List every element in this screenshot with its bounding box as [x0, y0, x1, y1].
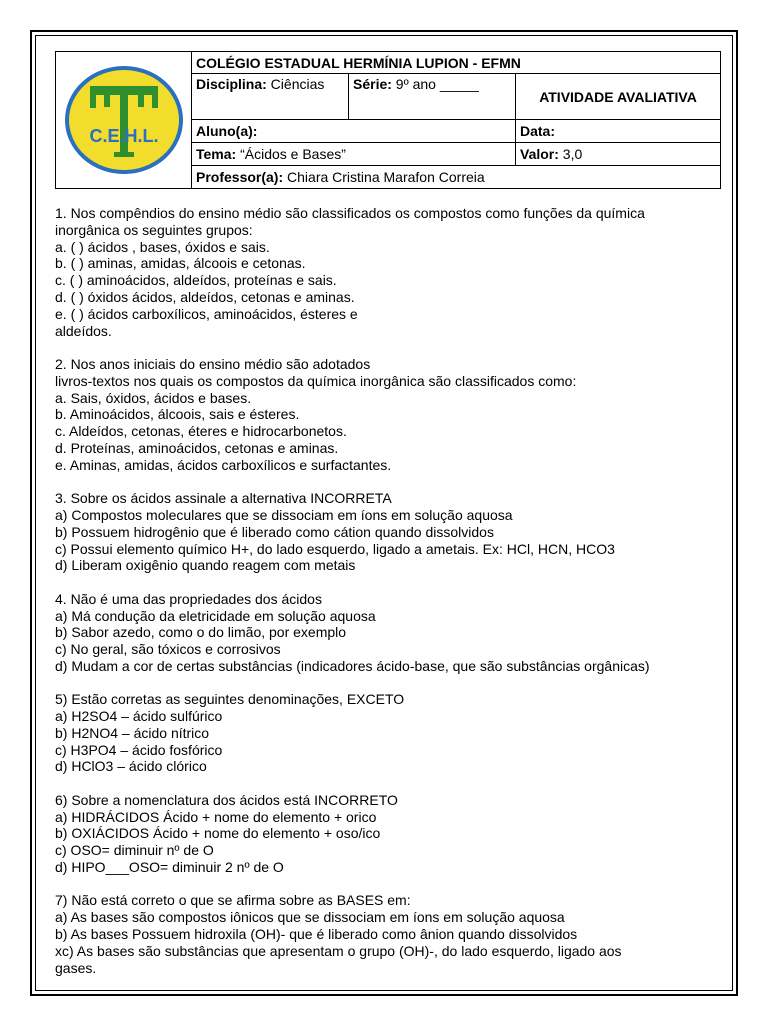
question-7-option: b) As bases Possuem hidroxila (OH)- que é liberado como ânion quando dissolvidos — [55, 926, 578, 943]
question-6-option: d) HIPO___OSO= diminuir 2 nº de O — [55, 859, 284, 876]
question-4-option: a) Má condução da eletricidade em solução aquosa — [55, 607, 376, 624]
activity-type: ATIVIDADE AVALIATIVA — [516, 74, 721, 120]
question-1-line: inorgânica os seguintes grupos: — [55, 221, 253, 238]
question-block-3 — [55, 490, 725, 574]
question-2-line: livros-textos nos quais os compostos da química inorgânica são classificados como: — [55, 372, 577, 389]
question-6-option: c) OSO= diminuir nº de O — [55, 842, 214, 859]
valor-label: Valor: — [520, 146, 559, 162]
header-table — [55, 51, 721, 189]
disciplina-cell — [192, 74, 349, 120]
question-5-option: b) H2NO4 – ácido nítrico — [55, 724, 210, 741]
logo-text: C.E.H.L. — [88, 126, 159, 146]
question-1-option: d. ( ) óxidos ácidos, aldeídos, cetonas e aminas. — [55, 288, 355, 305]
tema-value: “Ácidos e Bases” — [236, 146, 346, 162]
serie-value: 9º ano _____ — [391, 76, 479, 92]
question-7-option: gases. — [55, 959, 97, 976]
question-5-option: c) H3PO4 – ácido fosfórico — [55, 741, 223, 758]
questions-body — [55, 205, 725, 993]
question-2-option: b. Aminoácidos, álcoois, sais e ésteres. — [55, 406, 300, 423]
school-logo-cell — [56, 52, 192, 189]
question-6-option: a) HIDRÁCIDOS Ácido + nome do elemento + orico — [55, 808, 377, 825]
question-2-option: d. Proteínas, aminoácidos, cetonas e aminas. — [55, 439, 339, 456]
question-3-option: c) Possui elemento químico H+, do lado esquerdo, ligado a ametais. Ex: HCl, HCN, HCO3 — [55, 540, 615, 557]
valor-cell — [516, 143, 721, 166]
question-block-5 — [55, 691, 725, 775]
school-logo-icon — [64, 60, 184, 180]
question-7-option: a) As bases são compostos iônicos que se dissociam em íons em solução aquosa — [55, 909, 565, 926]
professor-cell — [192, 166, 721, 189]
professor-label: Professor(a): — [196, 169, 284, 185]
question-4-option: b) Sabor azedo, como o do limão, por exemplo — [55, 624, 347, 641]
question-4-option: c) No geral, são tóxicos e corrosivos — [55, 641, 281, 658]
question-6-line: 6) Sobre a nomenclatura dos ácidos está INCORRETO — [55, 791, 398, 808]
question-1-option: b. ( ) aminas, amidas, álcoois e cetonas. — [55, 255, 306, 272]
question-block-2 — [55, 356, 725, 474]
question-7-line: 7) Não está correto o que se afirma sobre as BASES em: — [55, 892, 411, 909]
tema-cell — [192, 143, 516, 166]
question-block-6 — [55, 792, 725, 876]
question-7-option: xc) As bases são substâncias que apresentam o grupo (OH)-, do lado esquerdo, ligado aos — [55, 942, 622, 959]
question-3-option: d) Liberam oxigênio quando reagem com metais — [55, 557, 356, 574]
question-3-option: a) Compostos moleculares que se dissociam em íons em solução aquosa — [55, 506, 513, 523]
serie-cell — [349, 74, 516, 120]
question-block-4 — [55, 591, 725, 675]
question-5-option: d) HClO3 – ácido clórico — [55, 758, 207, 775]
school-name: COLÉGIO ESTADUAL HERMÍNIA LUPION - EFMN — [192, 52, 721, 74]
question-1-option: e. ( ) ácidos carboxílicos, aminoácidos, ésteres e — [55, 305, 358, 322]
question-6-option: b) OXIÁCIDOS Ácido + nome do elemento + oso/ico — [55, 825, 381, 842]
professor-value: Chiara Cristina Marafon Correia — [283, 169, 485, 185]
question-block-1 — [55, 205, 725, 339]
question-2-line: 2. Nos anos iniciais do ensino médio são adotados — [55, 355, 371, 372]
question-3-line: 3. Sobre os ácidos assinale a alternativa INCORRETA — [55, 490, 392, 507]
question-4-line: 4. Não é uma das propriedades dos ácidos — [55, 590, 322, 607]
question-2-option: c. Aldeídos, cetonas, éteres e hidrocarbonetos. — [55, 423, 347, 440]
serie-label: Série: — [353, 76, 392, 92]
question-2-option: a. Sais, óxidos, ácidos e bases. — [55, 389, 252, 406]
data-field: Data: — [516, 120, 721, 143]
question-block-7 — [55, 892, 725, 976]
question-5-line: 5) Estão corretas as seguintes denominações, EXCETO — [55, 691, 405, 708]
question-5-option: a) H2SO4 – ácido sulfúrico — [55, 708, 223, 725]
tema-label: Tema: — [196, 146, 237, 162]
question-1-option: a. ( ) ácidos , bases, óxidos e sais. — [55, 238, 270, 255]
question-2-option: e. Aminas, amidas, ácidos carboxílicos e surfactantes. — [55, 456, 392, 473]
disciplina-value: Ciências — [266, 76, 325, 92]
question-1-option: aldeídos. — [55, 322, 112, 339]
aluno-field: Aluno(a): — [192, 120, 516, 143]
disciplina-label: Disciplina: — [196, 76, 267, 92]
question-4-option: d) Mudam a cor de certas substâncias (indicadores ácido-base, que são substâncias orgânicas) — [55, 657, 650, 674]
question-1-option: c. ( ) aminoácidos, aldeídos, proteínas e sais. — [55, 272, 337, 289]
question-3-option: b) Possuem hidrogênio que é liberado como cátion quando dissolvidos — [55, 523, 494, 540]
question-1-line: 1. Nos compêndios do ensino médio são classificados os compostos como funções da química — [55, 205, 645, 221]
valor-value: 3,0 — [558, 146, 583, 162]
